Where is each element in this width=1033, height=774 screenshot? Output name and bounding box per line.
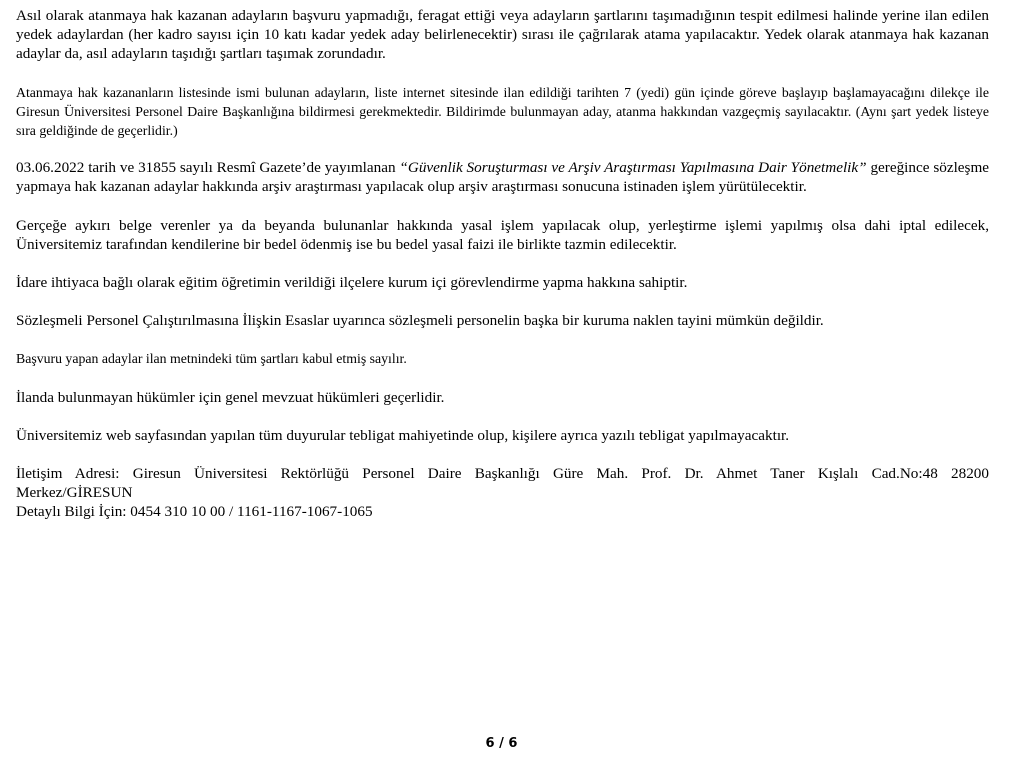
paragraph-announcements-notice: Üniversitemiz web sayfasından yapılan tüm duyurular tebligat mahiyetinde olup, kişilere ayrıca yazılı tebligat yapılmayacaktır. (16, 426, 790, 444)
paragraph-general-provisions: İlanda bulunmayan hükümler için genel mevzuat hükümleri geçerlidir. (16, 388, 445, 406)
paragraph-transfer-rule: Sözleşmeli Personel Çalıştırılmasına İlişkin Esaslar uyarınca sözleşmeli personelin başka bir kuruma naklen tayini mümkün değildir. (16, 312, 824, 330)
regulation-title: “Güvenlik Soruşturması ve Arşiv Araştırması Yapılmasına Dair Yönetmelik” (399, 159, 867, 177)
paragraph-acceptance-of-terms: Başvuru yapan adaylar ilan metnindeki tüm şartları kabul etmiş sayılır. (16, 351, 407, 367)
contact-address-line2: Merkez/GİRESUN (16, 484, 133, 502)
contact-address-line1: İletişim Adresi: Giresun Üniversitesi Rektörlüğü Personel Daire Başkanlığı Güre Mah. Prof. Dr. Ahmet Taner Kışlalı Cad.No:48 28200 (16, 465, 989, 483)
paragraph-reserve-candidates: Asıl olarak atanmaya hak kazanan adayların başvuru yapmadığı, feragat ettiği veya adayların şartlarını taşımadığının tespit edilmesi halinde yerine ilan edilen yedek adaylardan (her kadro sayısı için 10 katı kadar yedek aday belirlenecektir) sırası ile çağrılarak atama yapılacaktır. Yedek olarak atanmaya hak kazanan adaylar da, asıl adayların taşıdığı şartları taşımak zorundadır. (16, 7, 989, 63)
archive-research-text-before: 03.06.2022 tarih ve 31855 sayılı Resmî Gazete’de yayımlanan (16, 159, 400, 177)
paragraph-archive-research (16, 158, 989, 196)
contact-phone-info: Detaylı Bilgi İçin: 0454 310 10 00 / 1161-1167-1067-1065 (16, 503, 373, 521)
paragraph-false-documents: Gerçeğe aykırı belge verenler ya da beyanda bulunanlar hakkında yasal işlem yapılacak olup, yerleştirme işlemi yapılmış olsa dahi iptal edilecek, Üniversitemiz tarafından kendilerine bir bedel ödenmiş ise bu bedel yasal faizi ile birlikte tazmin edilecektir. (16, 216, 989, 253)
archive-research-text-after: gereğince sözleşme yapmaya hak kazanan adaylar hakkında arşiv araştırması yapılacak olup arşiv araştırması sonucuna istinaden işlem yürütülecektir. (16, 159, 989, 196)
paragraph-notification-deadline: Atanmaya hak kazananların listesinde ismi bulunan adayların, liste internet sitesinde ilan edildiği tarihten 7 (yedi) gün içinde göreve başlayıp başlamayacağını dilekçe ile Giresun Üniversitesi Personel Daire Başkanlığına bildirmesi gerekmektedir. Bildirimde bulunmayan aday, atanma hakkından vazgeçmiş sayılacaktır. (Aynı şart yedek listeye sıra geldiğinde de geçerlidir.) (16, 84, 989, 139)
page-number: 6 / 6 (485, 736, 518, 751)
document-body (16, 6, 989, 522)
paragraph-internal-assignment: İdare ihtiyaca bağlı olarak eğitim öğretimin verildiği ilçelere kurum içi görevlendirme yapma hakkına sahiptir. (16, 274, 688, 292)
contact-block (16, 464, 989, 522)
